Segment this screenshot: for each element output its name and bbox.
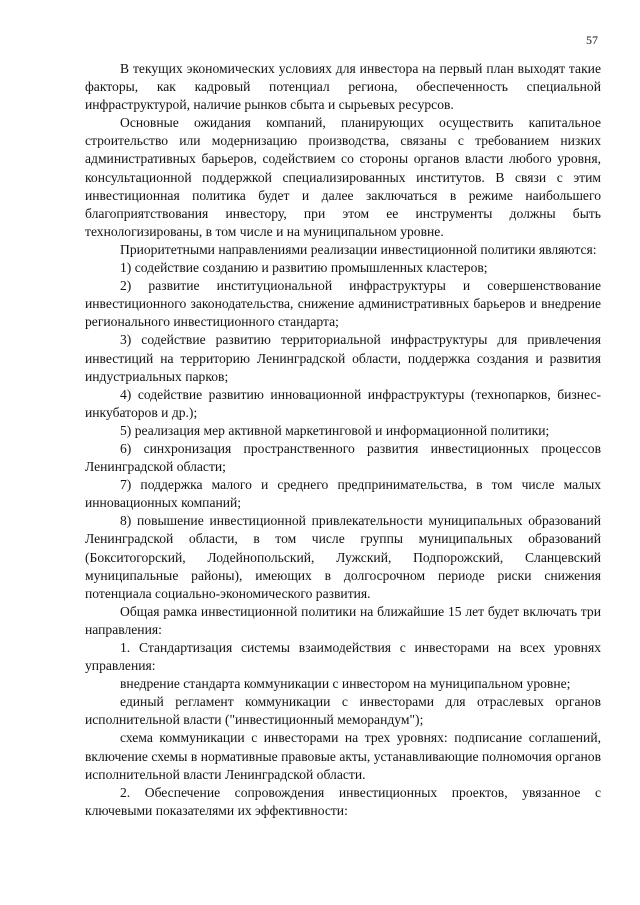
list-item: 1) содействие созданию и развитию промышленных кластеров; xyxy=(120,260,488,276)
paragraph: схема коммуникации с инвесторами на трех уровнях: подписание соглашений, включение схемы в нормативные правовые акты, устанавливающие полномочия органов исполнительной власти Ленинградской области. xyxy=(85,730,601,782)
list-item: 2) развитие институциональной инфраструктуры и совершенствование инвестиционного законодательства, снижение административных барьеров и внедрение регионального инвестиционного стандарта; xyxy=(85,278,601,330)
paragraph: Основные ожидания компаний, планирующих осуществить капитальное строительство или модернизацию производства, связаны с требованием низких административных барьеров, содействием со стороны органов власти любого уровня, консультационной поддержкой специализированных институтов. В связи с этим инвестиционная политика будет и далее заключаться в режиме наибольшего благоприятствования инвестору, при этом ее инструменты должны быть технологизированы, в том числе и на муниципальном уровне. xyxy=(85,115,601,239)
paragraph: Общая рамка инвестиционной политики на ближайшие 15 лет будет включать три направления: xyxy=(85,603,601,637)
paragraph: В текущих экономических условиях для инвестора на первый план выходят такие факторы, как кадровый потенциал региона, обеспеченность специальной инфраструктурой, наличие рынков сбыта и сырьевых ресурсов. xyxy=(85,61,601,113)
list-item: 2. Обеспечение сопровождения инвестиционных проектов, увязанное с ключевыми показателями их эффективности: xyxy=(85,784,601,818)
paragraph: единый регламент коммуникации с инвесторами для отраслевых органов исполнительной власти ("инвестиционный меморандум"); xyxy=(85,694,601,728)
list-item: 4) содействие развитию инновационной инфраструктуры (технопарков, бизнес-инкубаторов и др.); xyxy=(85,386,601,420)
body-text xyxy=(85,60,601,820)
page-number: 57 xyxy=(586,33,598,47)
list-item: 5) реализация мер активной маркетинговой и информационной политики; xyxy=(120,422,550,438)
list-item: 7) поддержка малого и среднего предпринимательства, в том числе малых инновационных компаний; xyxy=(85,477,601,511)
paragraph: внедрение стандарта коммуникации с инвестором на муниципальном уровне; xyxy=(120,676,571,692)
list-item: 3) содействие развитию территориальной инфраструктуры для привлечения инвестиций на территорию Ленинградской области, поддержка создания и развития индустриальных парков; xyxy=(85,332,601,384)
list-item: 8) повышение инвестиционной привлекательности муниципальных образований Ленинградской области, в том числе группы муниципальных образований (Бокситогорский, Лодейнопольский, Лужский, Подпорожский, Сланцевский муниципальные районы), имеющих в долгосрочном периоде риски снижения потенциала социально-экономического развития. xyxy=(85,513,601,601)
paragraph: Приоритетными направлениями реализации инвестиционной политики являются: xyxy=(120,241,597,257)
list-item: 1. Стандартизация системы взаимодействия с инвесторами на всех уровнях управления: xyxy=(85,640,601,674)
list-item: 6) синхронизация пространственного развития инвестиционных процессов Ленинградской области; xyxy=(85,440,601,475)
